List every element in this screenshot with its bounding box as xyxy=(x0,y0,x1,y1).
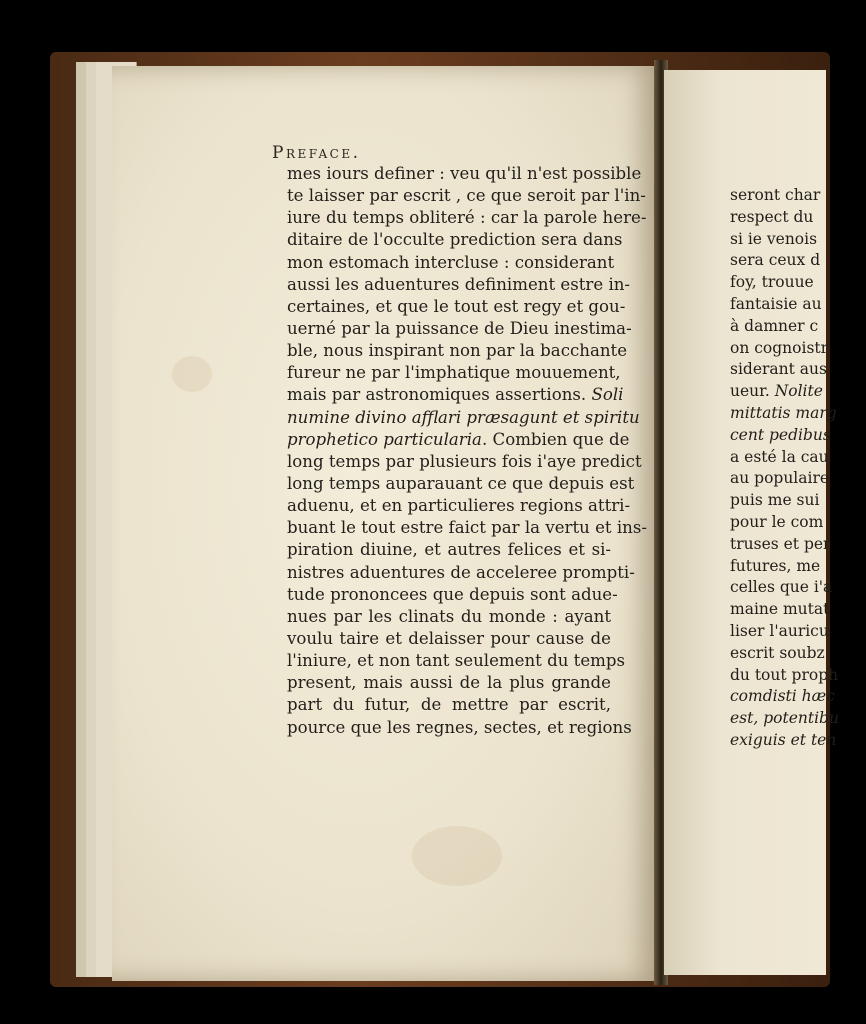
text-line: aussi les aduentures definiment estre in- xyxy=(287,274,631,294)
text-line: du tout proph xyxy=(730,665,839,684)
text-line: fureur ne par l'imphatique mouuement, xyxy=(287,363,621,383)
text-line: futures, me xyxy=(730,556,821,575)
text-line: mon estomach intercluse : considerant xyxy=(287,252,615,272)
text-line: escrit soubz xyxy=(730,643,825,662)
text-line: truses et per xyxy=(730,534,831,553)
paper-stain xyxy=(172,356,212,392)
text-line: present, mais aussi de la plus grande xyxy=(287,673,611,693)
text-line: aduenu, et en particulieres regions attri- xyxy=(287,496,631,516)
text-line: est, potentibu xyxy=(730,709,839,728)
text-line: certaines, et que le tout est regy et gou- xyxy=(287,296,626,316)
text-line: mes iours definer : veu qu'il n'est possible xyxy=(287,164,642,183)
running-head: Preface. xyxy=(272,143,361,163)
text-line: te laisser par escrit , ce que seroit par l'in- xyxy=(287,186,646,206)
text-line: long temps par plusieurs fois i'aye predict xyxy=(287,451,642,471)
text-line: voulu taire et delaisser pour cause de xyxy=(287,628,611,648)
text-line: tude prononcees que depuis sont adue- xyxy=(287,584,618,604)
text-line: iure du temps obliteré : car la parole here- xyxy=(287,208,647,228)
text-line: liser l'auricu xyxy=(730,621,829,640)
text-line: sera ceux d xyxy=(730,251,821,270)
text-line: pource que les regnes, sectes, et regions xyxy=(287,717,632,737)
text-line: siderant aus xyxy=(730,360,827,379)
text-line: seront char xyxy=(730,186,821,204)
text-line: nistres aduentures de acceleree prompti- xyxy=(287,562,635,582)
text-line: exiguis et ten xyxy=(730,730,837,749)
text-line: au populaire xyxy=(730,469,830,488)
text-line: maine mutat xyxy=(730,600,830,619)
text-line: comdisti hæc xyxy=(730,687,835,706)
text-line: nues par les clinats du monde : ayant xyxy=(287,606,611,626)
text-line: ueur. Nolite xyxy=(730,382,823,401)
text-line: l'iniure, et non tant seulement du temps xyxy=(287,651,626,671)
text-line: on cognoistr xyxy=(730,338,829,357)
text-line: buant le tout estre faict par la vertu et ins- xyxy=(287,518,647,538)
text-line: long temps auparauant ce que depuis est xyxy=(287,473,635,493)
text-line: a esté la cau xyxy=(730,447,829,466)
text-line: celles que i'a xyxy=(730,578,833,597)
text-line: cent pedibus xyxy=(730,425,831,444)
text-line: mittatis marg xyxy=(730,403,837,422)
text-line: ditaire de l'occulte prediction sera dans xyxy=(287,230,623,250)
text-line: respect du xyxy=(730,207,814,226)
text-line: piration diuine, et autres felices et si- xyxy=(287,540,611,560)
paper-stain xyxy=(412,826,502,886)
text-line: fantaisie au xyxy=(730,294,822,313)
text-line: numine divino afflari præsagunt et spiritu xyxy=(287,407,640,427)
left-page-text xyxy=(287,163,647,739)
text-line: prophetico particularia. Combien que de xyxy=(287,429,630,449)
text-line: puis me sui xyxy=(730,491,820,510)
text-line: foy, trouue xyxy=(730,273,814,292)
text-line: si ie venois xyxy=(730,229,818,248)
text-line: uerné par la puissance de Dieu inestima- xyxy=(287,318,632,338)
right-page-text xyxy=(730,185,866,752)
text-line: pour le com xyxy=(730,512,824,531)
text-line: mais par astronomiques assertions. Soli xyxy=(287,385,624,405)
text-line: à damner c xyxy=(730,316,819,335)
text-line: part du futur, de mettre par escrit, xyxy=(287,695,611,715)
text-line: ble, nous inspirant non par la bacchante xyxy=(287,341,628,361)
